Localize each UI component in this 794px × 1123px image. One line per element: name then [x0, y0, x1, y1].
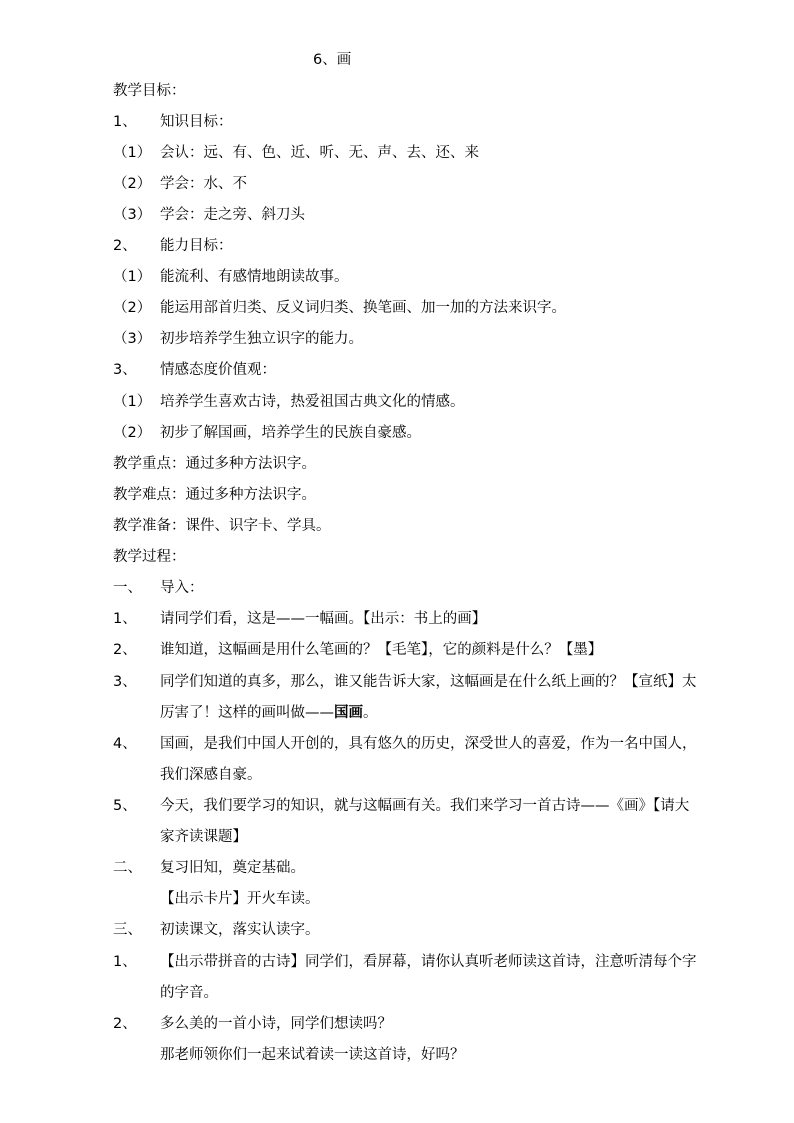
item-text: 学会：水、不 [160, 176, 247, 192]
step-text: 。 [363, 705, 378, 721]
s3-step-1-cont: 的字音。 [160, 985, 218, 1001]
section-2-sub: 【出示卡片】开火车读。 [160, 891, 320, 907]
step-text: 多么美的一首小诗，同学们想读吗？ [160, 1016, 392, 1032]
goal-number: 2、 [113, 238, 137, 254]
step-text: 今天，我们要学习的知识，就与这幅画有关。我们来学习一首古诗——《画》【请大 [160, 798, 690, 814]
section-number: 三、 [113, 922, 142, 938]
goal-2-item [113, 298, 763, 318]
section-text: 复习旧知，奠定基础。 [160, 860, 305, 876]
goals-heading: 教学目标： [113, 83, 186, 99]
item-text: 初步培养学生独立识字的能力。 [160, 331, 363, 347]
step-text: 谁知道，这幅画是用什么笔画的？【毛笔】，它的颜料是什么？【墨】 [160, 642, 603, 658]
goal-text: 能力目标： [160, 238, 233, 254]
item-text: 能流利、有感情地朗读故事。 [160, 269, 349, 285]
goal-1-item [113, 143, 763, 163]
goal-3-item [113, 392, 763, 412]
item-number: （2） [113, 176, 152, 192]
step-2 [113, 640, 763, 660]
step-5-cont: 家齐读课题】 [160, 829, 247, 845]
process-heading: 教学过程： [113, 549, 186, 565]
goal-2-item [113, 267, 763, 287]
item-number: （3） [113, 207, 152, 223]
item-text: 能运用部首归类、反义词归类、换笔画、加一加的方法来识字。 [160, 300, 566, 316]
step-number: 1、 [113, 611, 137, 627]
step-text: 【出示带拼音的古诗】同学们，看屏幕，请你认真听老师读这首诗，注意听清每个字 [160, 954, 697, 970]
difficult-point: 教学难点：通过多种方法识字。 [113, 487, 316, 503]
goal-2 [113, 236, 763, 256]
step-number: 2、 [113, 642, 137, 658]
item-text: 学会：走之旁、斜刀头 [160, 207, 305, 223]
step-3-cont [160, 703, 794, 723]
goal-number: 3、 [113, 362, 137, 378]
item-text: 培养学生喜欢古诗，热爱祖国古典文化的情感。 [160, 394, 465, 410]
item-number: （1） [113, 269, 152, 285]
step-1 [113, 609, 763, 629]
step-3 [113, 672, 763, 692]
goal-3-item [113, 423, 763, 443]
step-text: 同学们知道的真多，那么，谁又能告诉大家，这幅画是在什么纸上画的？【宣纸】太 [160, 674, 697, 690]
goal-1-item [113, 205, 763, 225]
goal-text: 情感态度价值观： [160, 362, 276, 378]
item-number: （1） [113, 394, 152, 410]
goal-3 [113, 360, 763, 380]
item-number: （1） [113, 145, 152, 161]
key-point: 教学重点：通过多种方法识字。 [113, 456, 316, 472]
s3-step-1 [113, 952, 763, 972]
step-text-bold: 国画 [334, 705, 363, 721]
s3-step-2 [113, 1014, 763, 1034]
section-number: 一、 [113, 580, 142, 596]
item-text: 会认：远、有、色、近、听、无、声、去、还、来 [160, 145, 479, 161]
step-text: 国画，是我们中国人开创的，具有悠久的历史，深受世人的喜爱，作为一名中国人， [160, 736, 697, 752]
step-4 [113, 734, 763, 754]
step-4-cont: 我们深感自豪。 [160, 767, 262, 783]
goal-number: 1、 [113, 114, 137, 130]
step-number: 1、 [113, 954, 137, 970]
s3-step-2-cont: 那老师领你们一起来试着读一读这首诗，好吗？ [160, 1047, 465, 1063]
item-number: （3） [113, 331, 152, 347]
step-number: 4、 [113, 736, 137, 752]
item-text: 初步了解国画，培养学生的民族自豪感。 [160, 425, 421, 441]
goal-1-item [113, 174, 763, 194]
goal-2-item [113, 329, 763, 349]
goal-text: 知识目标： [160, 114, 233, 130]
step-5 [113, 796, 763, 816]
section-number: 二、 [113, 860, 142, 876]
step-number: 5、 [113, 798, 137, 814]
section-text: 导入： [160, 580, 204, 596]
section-1 [113, 578, 763, 598]
step-text: 请同学们看，这是——一幅画。【出示：书上的画】 [160, 611, 487, 627]
section-2 [113, 858, 763, 878]
section-text: 初读课文，落实认读字。 [160, 922, 320, 938]
step-number: 3、 [113, 674, 137, 690]
goal-1 [113, 112, 763, 132]
section-3 [113, 920, 763, 940]
step-text: 厉害了！这样的画叫做—— [160, 705, 334, 721]
preparation: 教学准备：课件、识字卡、学具。 [113, 518, 331, 534]
item-number: （2） [113, 425, 152, 441]
page-title: 6、画 [313, 52, 352, 68]
item-number: （2） [113, 300, 152, 316]
step-number: 2、 [113, 1016, 137, 1032]
